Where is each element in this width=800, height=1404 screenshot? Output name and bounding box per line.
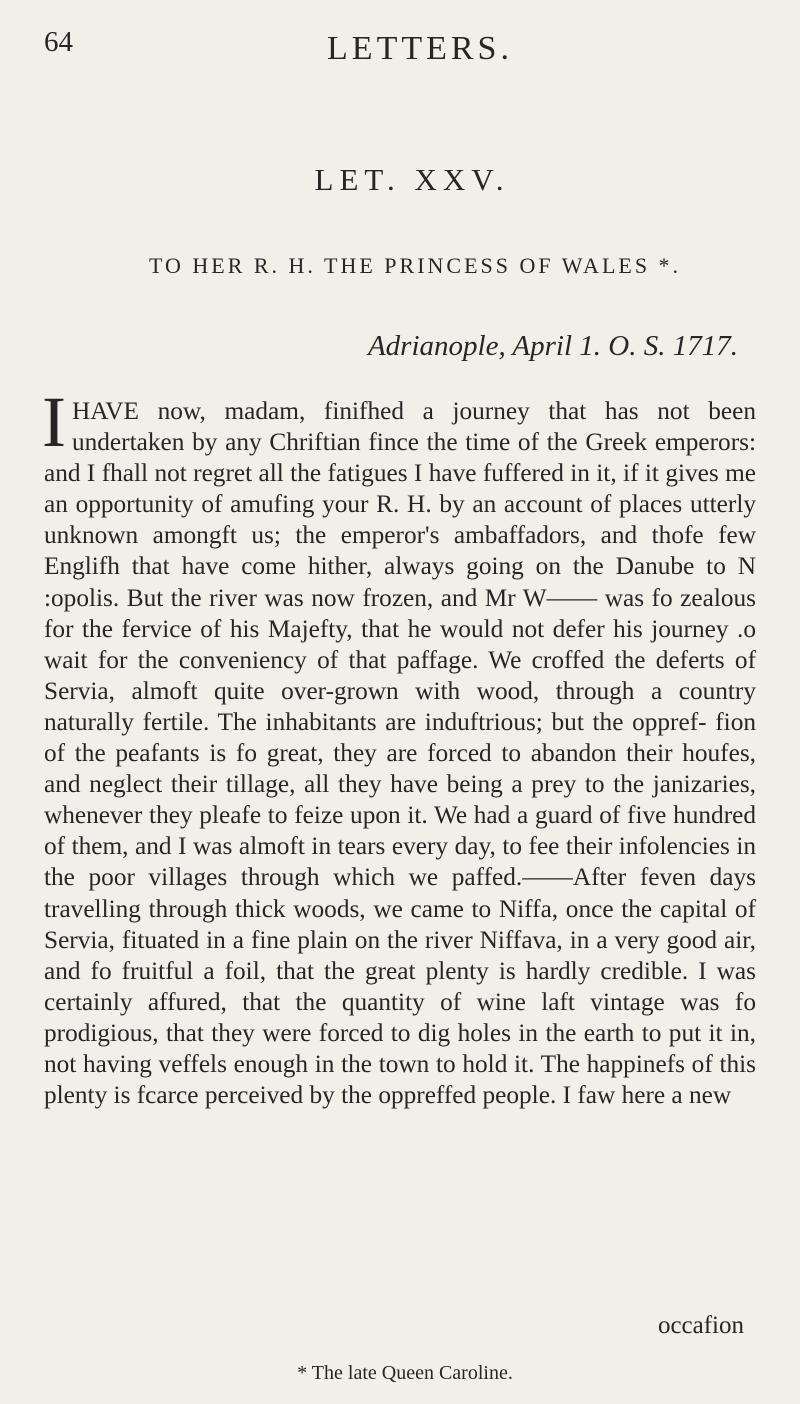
letter-number: LET. XXV. xyxy=(314,162,510,197)
drop-cap: I xyxy=(42,382,66,462)
letter-recipient: TO HER R. H. THE PRINCESS OF WALES *. xyxy=(148,253,682,278)
page-number: 64 xyxy=(44,26,73,58)
catchword: occafion xyxy=(657,1312,744,1339)
letter-dateline: Adrianople, April 1. O. S. 1717. xyxy=(367,330,738,362)
letter-body xyxy=(42,382,756,1111)
footnote: * The late Queen Caroline. xyxy=(297,1362,513,1384)
running-title: LETTERS. xyxy=(327,30,513,67)
letter-body-text: HAVE now, madam, finifhed a journey that has not been undertaken by any Chriftian fince the time of the Greek emperors: and I fhall not regret all the fatigues I have fuffered in it, if it gives me an opportunity of amufing your R. H. by an account of places utterly unknown amongft us; the emperor's ambaffadors, and thofe few Englifh that have come hither, always going on the Danube to N :opolis. But the river was now frozen, and Mr W—— was fo zealous for the fervice of his Majefty, that he would not defer his journey .o wait for the conveniency of that paffage. We croffed the deferts of Servia, almoft quite over-grown with wood, through a country naturally fertile. The inhabitants are induftrious; but the oppref- fion of the peafants is fo great, they are forced to abandon their houfes, and neglect their tillage, all they have being a prey to the janizaries, whenever they pleafe to feize upon it. We had a guard of five hundred of them, and I was almoft in tears every day, to fee their infolencies in the poor villages through which we paffed.——After feven days travelling through thick woods, we came to Niffa, once the capital of Servia, fituated in a fine plain on the river Niffava, in a very good air, and fo fruitful a foil, that the great plenty is hardly credible. I was certainly affured, that the quantity of wine laft vintage was fo prodigious, that they were forced to dig holes in the earth to put it in, not having veffels enough in the town to hold it. The happinefs of this plenty is fcarce perceived by the oppreffed people. I faw here a new xyxy=(44,397,756,1110)
